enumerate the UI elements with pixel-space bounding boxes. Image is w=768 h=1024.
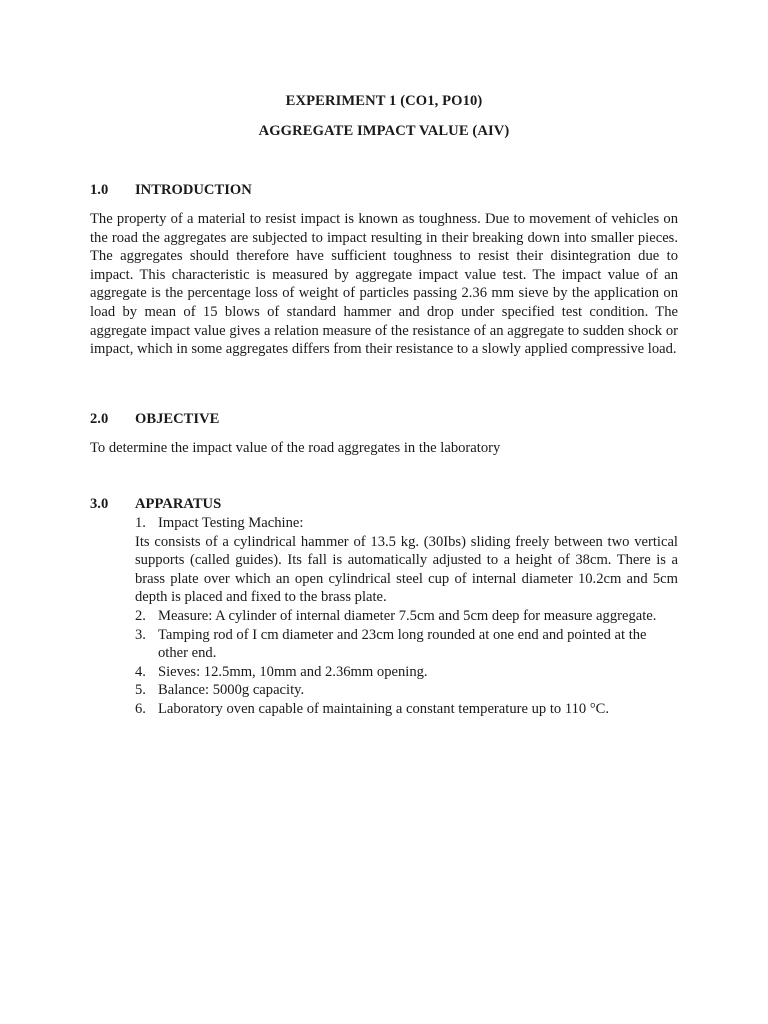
impact-machine-description: Its consists of a cylindrical hammer of 13.5 kg. (30Ibs) sliding freely between two vertical supports (called guides). Its fall is automatically adjusted to a height of 38cm. There is a brass plate over which an open cylindrical steel cup of internal diameter 10.2cm and 5cm depth is placed and fixed to the brass plate. — [135, 533, 678, 606]
list-item-text: Tamping rod of I cm diameter and 23cm long rounded at one end and pointed at the other end. — [158, 626, 647, 662]
list-item — [135, 607, 678, 626]
introduction-paragraph: The property of a material to resist impact is known as toughness. Due to movement of vehicles on the road the aggregates are subjected to impact resulting in their breaking down into smaller pieces. The aggregates should therefore have sufficient toughness to resist their disintegration due to impact. This characteristic is measured by aggregate impact value test. The impact value of an aggregate is the percentage loss of weight of particles passing 2.36 mm sieve by the application on load by mean of 15 blows of standard hammer and drop under specified test condition. The aggregate impact value gives a relation measure of the resistance of an aggregate to sudden shock or impact, which in some aggregates differs from their resistance to a slowly applied compressive load. — [90, 211, 678, 358]
objective-heading — [90, 411, 219, 428]
section-heading-text: APPARATUS — [135, 496, 222, 512]
list-item — [135, 514, 678, 533]
list-item — [135, 681, 678, 700]
list-item — [135, 700, 678, 719]
list-item-text: Impact Testing Machine: — [158, 515, 304, 531]
list-item-number: 4. — [135, 663, 146, 680]
list-item-number: 6. — [135, 700, 146, 717]
section-number: 3.0 — [90, 496, 109, 512]
list-item-text: Balance: 5000g capacity. — [158, 682, 305, 699]
list-item-number: 3. — [135, 626, 146, 643]
subject-title: AGGREGATE IMPACT VALUE (AIV) — [258, 123, 510, 139]
list-item-text: Sieves: 12.5mm, 10mm and 2.36mm opening. — [158, 663, 428, 680]
list-item-text: Laboratory oven capable of maintaining a constant temperature up to 110 °C. — [158, 700, 610, 717]
apparatus-list — [135, 514, 678, 719]
section-heading-text: INTRODUCTION — [135, 182, 252, 198]
apparatus-heading — [90, 496, 221, 513]
introduction-heading — [90, 182, 252, 199]
objective-paragraph: To determine the impact value of the road aggregates in the laboratory — [90, 440, 501, 456]
section-number: 1.0 — [90, 182, 109, 198]
list-item-number: 1. — [135, 515, 146, 531]
section-number: 2.0 — [90, 411, 109, 427]
list-item — [135, 663, 678, 682]
section-heading-text: OBJECTIVE — [135, 411, 220, 427]
list-item-text: Measure: A cylinder of internal diameter 7.5cm and 5cm deep for measure aggregate. — [158, 607, 657, 624]
list-item-number: 2. — [135, 607, 146, 624]
experiment-title: EXPERIMENT 1 (CO1, PO10) — [285, 93, 483, 109]
list-item — [135, 626, 678, 663]
list-item-number: 5. — [135, 682, 146, 699]
